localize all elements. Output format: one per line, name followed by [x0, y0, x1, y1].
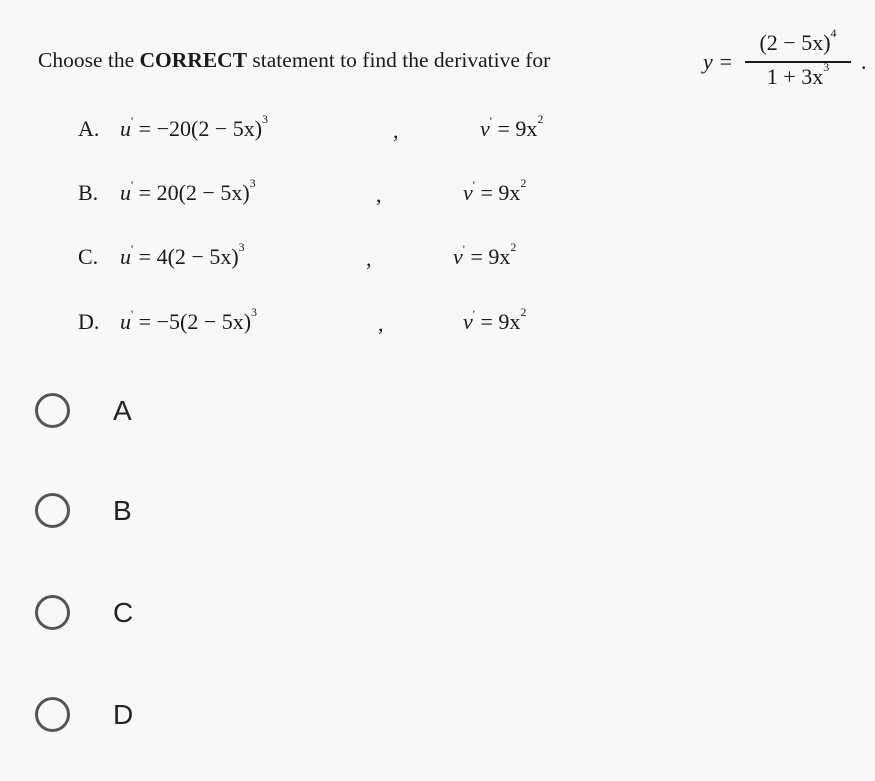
choice-label-d[interactable]: D [113, 699, 134, 730]
option-letter: D. [78, 309, 100, 334]
fraction-bar [745, 61, 851, 63]
formula-denominator [743, 60, 853, 90]
choice-label-c[interactable]: C [113, 597, 134, 628]
radio-button-d[interactable] [35, 697, 70, 732]
option-u-prime: $u' = -20(2 - 5x)^3$ [120, 112, 269, 141]
option-u-prime: $u' = 4(2 - 5x)^3$ [120, 240, 245, 269]
option-comma: , [393, 118, 399, 143]
denominator-base: 1 + 3x [766, 64, 824, 89]
choice-label-b[interactable]: B [113, 495, 132, 526]
option-u-prime: $u' = -5(2 - 5x)^3$ [120, 305, 258, 334]
formula-period: . [861, 49, 867, 74]
option-v-prime: $v' = 9x^2$ [480, 112, 544, 141]
radio-button-c[interactable] [35, 595, 70, 630]
numerator-base: (2 − 5x) [759, 30, 831, 55]
option-letter: B. [78, 180, 99, 205]
option-u-prime: $u' = 20(2 - 5x)^3$ [120, 176, 256, 205]
choice-label-a[interactable]: A [113, 395, 132, 426]
radio-button-b[interactable] [35, 493, 70, 528]
question-suffix: statement to find the derivative for [247, 48, 551, 72]
option-comma: , [378, 311, 384, 336]
formula-lhs: y = [703, 49, 734, 74]
choice-c[interactable] [35, 595, 335, 645]
option-v-prime: $v' = 9x^2$ [463, 176, 527, 205]
question-prompt [38, 26, 868, 90]
numerator-exponent: 4 [830, 26, 837, 40]
denominator-exponent: 3 [823, 60, 830, 74]
question-emphasis: CORRECT [139, 48, 248, 72]
option-v-prime: $v' = 9x^2$ [453, 240, 517, 269]
formula-numerator [743, 26, 853, 56]
radio-button-a[interactable] [35, 393, 70, 428]
option-letter: A. [78, 116, 100, 141]
choice-d[interactable] [35, 697, 335, 747]
question-prefix: Choose the [38, 48, 140, 72]
option-letter: C. [78, 244, 99, 269]
option-v-prime: $v' = 9x^2$ [463, 305, 527, 334]
option-comma: , [366, 246, 372, 271]
choice-b[interactable] [35, 493, 335, 543]
question-text [38, 48, 550, 73]
choice-a[interactable] [35, 393, 335, 443]
option-comma: , [376, 182, 382, 207]
